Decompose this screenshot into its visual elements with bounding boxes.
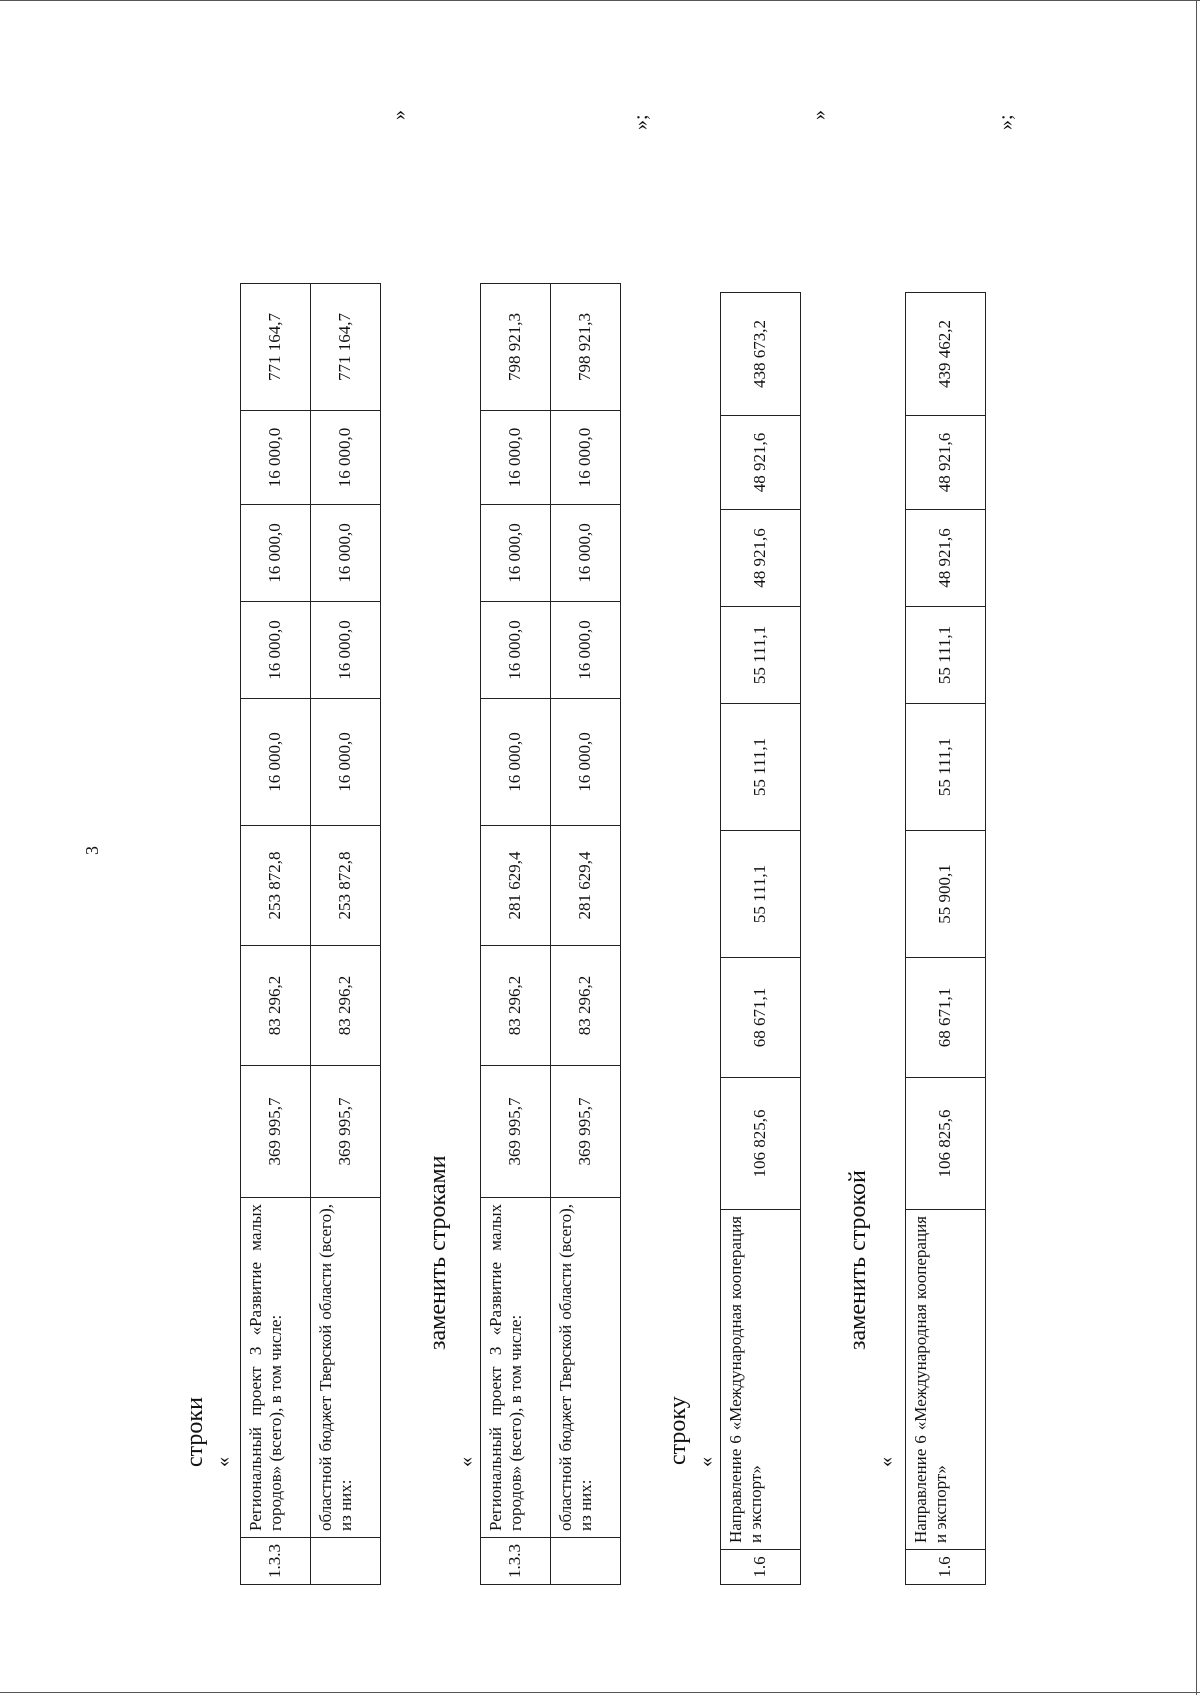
open-quote: « — [695, 1457, 717, 1467]
value-cell: 798 921,3 — [551, 284, 621, 411]
value-cell: 16 000,0 — [551, 411, 621, 505]
value-cell: 68 671,1 — [721, 958, 801, 1078]
row-number — [311, 1538, 381, 1585]
value-cell: 83 296,2 — [241, 946, 311, 1066]
table-row — [721, 293, 801, 1585]
value-cell: 438 673,2 — [721, 293, 801, 416]
value-cell: 798 921,3 — [481, 284, 551, 411]
close-quote: » — [388, 110, 410, 120]
row-name: Региональный проект 3 «Развитие малых городов» (всего), в том числе: — [241, 1198, 311, 1538]
table-row — [241, 284, 311, 1585]
value-cell: 106 825,6 — [721, 1078, 801, 1210]
open-quote: « — [875, 1457, 897, 1467]
row-name: областной бюджет Тверской области (всего), из них: — [551, 1198, 621, 1538]
close-quote: » — [808, 110, 830, 120]
value-cell: 281 629,4 — [481, 826, 551, 946]
value-cell: 253 872,8 — [311, 826, 381, 946]
value-cell: 281 629,4 — [551, 826, 621, 946]
value-cell: 16 000,0 — [311, 411, 381, 505]
lead-text-replace-rows: заменить строками — [425, 1155, 451, 1350]
table-row — [551, 284, 621, 1585]
row-number: 1.6 — [721, 1550, 801, 1585]
row-number — [551, 1538, 621, 1585]
value-cell: 16 000,0 — [241, 411, 311, 505]
table-old-1-6 — [720, 292, 801, 1585]
value-cell: 16 000,0 — [241, 505, 311, 602]
value-cell: 16 000,0 — [481, 699, 551, 826]
row-name: Направление 6 «Международная кооперация и экспорт» — [906, 1210, 986, 1550]
value-cell: 16 000,0 — [311, 505, 381, 602]
value-cell: 55 111,1 — [906, 704, 986, 831]
table-new-1-3-3 — [480, 283, 621, 1585]
value-cell: 16 000,0 — [481, 411, 551, 505]
value-cell: 16 000,0 — [241, 602, 311, 699]
value-cell: 83 296,2 — [481, 946, 551, 1066]
value-cell: 771 164,7 — [241, 284, 311, 411]
row-name: областной бюджет Тверской области (всего), из них: — [311, 1198, 381, 1538]
table-new-1-6 — [905, 292, 986, 1585]
value-cell: 68 671,1 — [906, 958, 986, 1078]
row-number: 1.3.3 — [481, 1538, 551, 1585]
value-cell: 16 000,0 — [551, 505, 621, 602]
row-name: Региональный проект 3 «Развитие малых городов» (всего), в том числе: — [481, 1198, 551, 1538]
value-cell: 55 900,1 — [906, 831, 986, 958]
value-cell: 16 000,0 — [311, 699, 381, 826]
lead-text-replace-row: заменить строкой — [845, 1170, 871, 1350]
value-cell: 16 000,0 — [551, 602, 621, 699]
row-name: Направление 6 «Международная кооперация и экспорт» — [721, 1210, 801, 1550]
table-old-1-3-3 — [240, 283, 381, 1585]
value-cell: 253 872,8 — [241, 826, 311, 946]
value-cell: 48 921,6 — [721, 416, 801, 510]
value-cell: 771 164,7 — [311, 284, 381, 411]
table-row — [311, 284, 381, 1585]
value-cell: 369 995,7 — [241, 1066, 311, 1198]
value-cell: 55 111,1 — [721, 831, 801, 958]
row-number: 1.6 — [906, 1550, 986, 1585]
value-cell: 16 000,0 — [481, 602, 551, 699]
table-row — [906, 293, 986, 1585]
value-cell: 369 995,7 — [311, 1066, 381, 1198]
close-quote-semicolon: »; — [630, 114, 652, 130]
value-cell: 16 000,0 — [241, 699, 311, 826]
open-quote: « — [455, 1457, 477, 1467]
close-quote-semicolon: »; — [995, 114, 1017, 130]
value-cell: 48 921,6 — [906, 416, 986, 510]
value-cell: 16 000,0 — [551, 699, 621, 826]
value-cell: 16 000,0 — [481, 505, 551, 602]
value-cell: 55 111,1 — [721, 607, 801, 704]
value-cell: 83 296,2 — [551, 946, 621, 1066]
table-row — [481, 284, 551, 1585]
value-cell: 106 825,6 — [906, 1078, 986, 1210]
value-cell: 16 000,0 — [311, 602, 381, 699]
value-cell: 83 296,2 — [311, 946, 381, 1066]
value-cell: 369 995,7 — [551, 1066, 621, 1198]
value-cell: 369 995,7 — [481, 1066, 551, 1198]
page-number: 3 — [82, 846, 102, 855]
open-quote: « — [212, 1457, 234, 1467]
value-cell: 55 111,1 — [721, 704, 801, 831]
value-cell: 48 921,6 — [721, 510, 801, 607]
lead-text-row: строку — [665, 1396, 691, 1465]
value-cell: 55 111,1 — [906, 607, 986, 704]
value-cell: 439 462,2 — [906, 293, 986, 416]
row-number: 1.3.3 — [241, 1538, 311, 1585]
lead-text-rows: строки — [182, 1397, 208, 1467]
value-cell: 48 921,6 — [906, 510, 986, 607]
